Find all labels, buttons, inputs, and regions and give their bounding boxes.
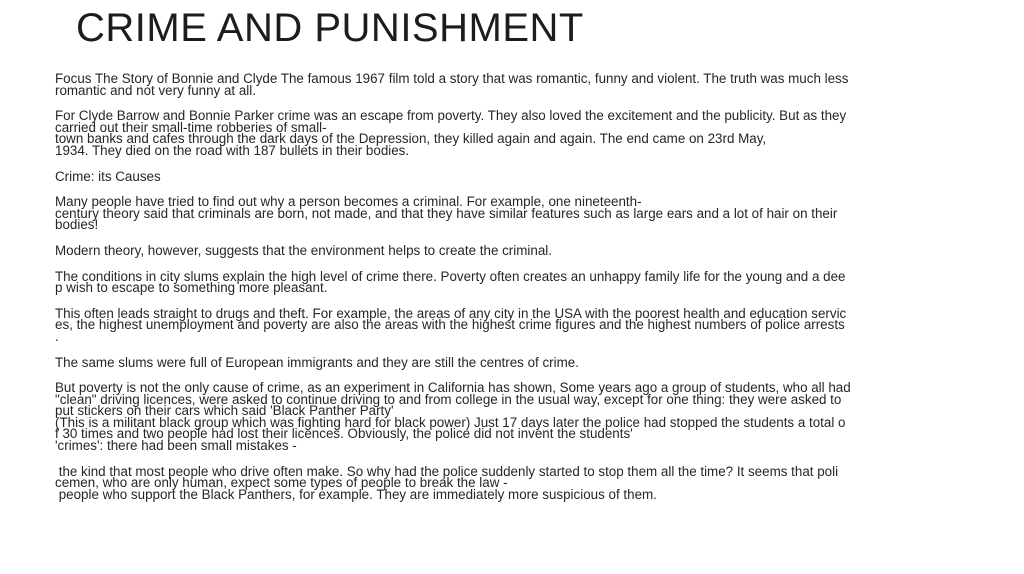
text-line: The conditions in city slums explain the high level of crime there. Poverty often creates an unhappy family life for the young and a dee [55, 268, 846, 284]
text-line: p wish to escape to something more pleasant. [55, 280, 328, 296]
paragraph [55, 382, 995, 452]
paragraph [55, 242, 995, 258]
text-line: bodies! [55, 217, 99, 233]
paragraph [55, 196, 995, 231]
text-line: romantic and not very funny at all. [55, 82, 256, 98]
paragraph [55, 110, 995, 156]
text-line: 'crimes': there had been small mistakes - [55, 438, 297, 454]
text-line: cemen, who are only human, expect some types of people to break the law - [55, 475, 508, 491]
text-line: Many people have tried to find out why a person becomes a criminal. For example, one nineteenth- [55, 194, 642, 210]
text-line: The same slums were full of European immigrants and they are still the centres of crime. [55, 354, 579, 370]
text-line: "clean" driving licences, were asked to continue driving to and from college in the usual way, except for one thing: they were asked to [55, 391, 842, 407]
paragraph [55, 73, 995, 96]
text-line: This often leads straight to drugs and theft. For example, the areas of any city in the USA with the poorest health and education servic [55, 305, 847, 321]
text-line: For Clyde Barrow and Bonnie Parker crime was an escape from poverty. They also loved the excitement and the publicity. But as they [55, 108, 847, 124]
slide-body-text [55, 73, 995, 500]
text-line: f 30 times and two people had lost their licences. Obviously, the police did not invent the students' [55, 426, 633, 442]
text-line: town banks and cafes through the dark days of the Depression, they killed again and again. The end came on 23rd May, [55, 131, 767, 147]
text-line: century theory said that criminals are born, not made, and that they have similar features such as large ears and a lot of hair on their [55, 205, 838, 221]
text-line: put stickers on their cars which said 'Black Panther Party' [55, 403, 394, 419]
text-line: Crime: its Causes [55, 168, 161, 184]
text-line: 1934. They died on the road with 187 bullets in their bodies. [55, 142, 410, 158]
text-line: people who support the Black Panthers, for example. They are immediately more suspicious of them. [55, 486, 657, 502]
text-line: Focus The Story of Bonnie and Clyde The famous 1967 film told a story that was romantic, funny and violent. The truth was much less [55, 71, 849, 86]
paragraph [55, 463, 995, 502]
paragraph [55, 168, 995, 184]
text-line: es, the highest unemployment and poverty are also the areas with the highest crime figures and the highest numbers of police arrests [55, 317, 845, 333]
slide-title: CRIME AND PUNISHMENT [76, 6, 584, 50]
paragraph [55, 354, 995, 370]
paragraph [55, 305, 995, 344]
text-line: . [55, 328, 59, 344]
text-line: carried out their small-time robberies of small- [55, 119, 327, 135]
paragraph [55, 268, 995, 296]
text-line: (This is a militant black group which was fighting hard for black power) Just 17 days later the police had stopped the students a total o [55, 414, 846, 430]
text-line: Modern theory, however, suggests that the environment helps to create the criminal. [55, 242, 552, 258]
text-line: But poverty is not the only cause of crime, as an experiment in California has shown, Some years ago a group of students, who all had [55, 380, 851, 396]
text-line: the kind that most people who drive often make. So why had the police suddenly started to stop them all the time? It seems that poli [55, 463, 839, 479]
